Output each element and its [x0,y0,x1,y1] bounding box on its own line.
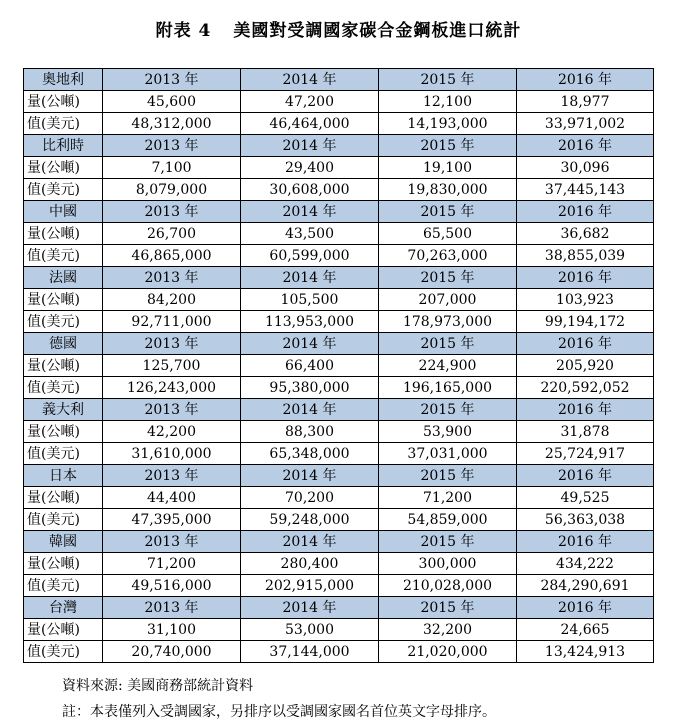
value-cell: 202,915,000 [241,575,379,597]
year-header: 2013 年 [103,597,241,619]
value-row [24,575,654,597]
value-label: 值(美元) [24,641,103,663]
year-header: 2013 年 [103,333,241,355]
quantity-cell: 30,096 [517,157,654,179]
year-header: 2014 年 [241,465,379,487]
year-header: 2016 年 [517,135,654,157]
quantity-cell: 300,000 [379,553,517,575]
value-cell: 178,973,000 [379,311,517,333]
quantity-row [24,421,654,443]
quantity-cell: 29,400 [241,157,379,179]
quantity-cell: 26,700 [103,223,241,245]
quantity-cell: 224,900 [379,355,517,377]
value-row [24,509,654,531]
country-header-row [24,399,654,421]
quantity-cell: 105,500 [241,289,379,311]
quantity-cell: 280,400 [241,553,379,575]
value-cell: 95,380,000 [241,377,379,399]
country-name: 義大利 [24,399,103,421]
value-cell: 284,290,691 [517,575,654,597]
value-label: 值(美元) [24,245,103,267]
quantity-cell: 44,400 [103,487,241,509]
quantity-cell: 205,920 [517,355,654,377]
country-name: 韓國 [24,531,103,553]
country-header-row [24,267,654,289]
quantity-cell: 12,100 [379,91,517,113]
quantity-cell: 18,977 [517,91,654,113]
year-header: 2015 年 [379,399,517,421]
quantity-row [24,355,654,377]
value-cell: 14,193,000 [379,113,517,135]
value-cell: 196,165,000 [379,377,517,399]
quantity-cell: 36,682 [517,223,654,245]
value-cell: 54,859,000 [379,509,517,531]
value-cell: 20,740,000 [103,641,241,663]
quantity-label: 量(公噸) [24,487,103,509]
value-cell: 56,363,038 [517,509,654,531]
value-cell: 47,395,000 [103,509,241,531]
year-header: 2016 年 [517,399,654,421]
value-label: 值(美元) [24,377,103,399]
year-header: 2015 年 [379,135,517,157]
year-header: 2016 年 [517,333,654,355]
quantity-row [24,289,654,311]
year-header: 2013 年 [103,267,241,289]
country-name: 中國 [24,201,103,223]
value-cell: 59,248,000 [241,509,379,531]
quantity-cell: 47,200 [241,91,379,113]
value-cell: 46,464,000 [241,113,379,135]
value-cell: 126,243,000 [103,377,241,399]
value-cell: 37,445,143 [517,179,654,201]
quantity-label: 量(公噸) [24,223,103,245]
value-cell: 33,971,002 [517,113,654,135]
year-header: 2014 年 [241,597,379,619]
country-header-row [24,135,654,157]
value-cell: 37,144,000 [241,641,379,663]
quantity-cell: 45,600 [103,91,241,113]
quantity-label: 量(公噸) [24,619,103,641]
quantity-cell: 53,000 [241,619,379,641]
value-cell: 70,263,000 [379,245,517,267]
quantity-cell: 71,200 [103,553,241,575]
value-cell: 65,348,000 [241,443,379,465]
value-cell: 60,599,000 [241,245,379,267]
quantity-cell: 88,300 [241,421,379,443]
quantity-cell: 66,400 [241,355,379,377]
country-header-row [24,333,654,355]
value-cell: 30,608,000 [241,179,379,201]
year-header: 2016 年 [517,597,654,619]
value-label: 值(美元) [24,509,103,531]
value-row [24,443,654,465]
year-header: 2013 年 [103,69,241,91]
value-cell: 210,028,000 [379,575,517,597]
value-row [24,245,654,267]
source-note: 資料來源: 美國商務部統計資料 [62,678,254,694]
value-cell: 38,855,039 [517,245,654,267]
quantity-row [24,223,654,245]
year-header: 2016 年 [517,69,654,91]
quantity-cell: 207,000 [379,289,517,311]
value-cell: 19,830,000 [379,179,517,201]
country-header-row [24,465,654,487]
value-label: 值(美元) [24,113,103,135]
value-cell: 220,592,052 [517,377,654,399]
quantity-label: 量(公噸) [24,421,103,443]
value-cell: 21,020,000 [379,641,517,663]
quantity-label: 量(公噸) [24,553,103,575]
year-header: 2015 年 [379,597,517,619]
value-row [24,311,654,333]
year-header: 2014 年 [241,333,379,355]
quantity-cell: 7,100 [103,157,241,179]
country-name: 台灣 [24,597,103,619]
year-header: 2013 年 [103,201,241,223]
country-name: 法國 [24,267,103,289]
country-name: 比利時 [24,135,103,157]
year-header: 2016 年 [517,267,654,289]
year-header: 2015 年 [379,267,517,289]
import-statistics-table [23,68,654,663]
year-header: 2013 年 [103,135,241,157]
value-label: 值(美元) [24,311,103,333]
quantity-cell: 31,100 [103,619,241,641]
value-label: 值(美元) [24,443,103,465]
quantity-row [24,91,654,113]
value-row [24,377,654,399]
value-row [24,641,654,663]
country-name: 日本 [24,465,103,487]
country-header-row [24,597,654,619]
year-header: 2016 年 [517,531,654,553]
quantity-label: 量(公噸) [24,157,103,179]
quantity-cell: 103,923 [517,289,654,311]
page-title [0,16,677,41]
quantity-cell: 84,200 [103,289,241,311]
year-header: 2014 年 [241,69,379,91]
table-number: 附表 4 [155,21,212,41]
country-header-row [24,69,654,91]
quantity-label: 量(公噸) [24,289,103,311]
quantity-cell: 43,500 [241,223,379,245]
value-cell: 8,079,000 [103,179,241,201]
country-header-row [24,531,654,553]
year-header: 2015 年 [379,465,517,487]
value-cell: 48,312,000 [103,113,241,135]
table-body [24,69,654,663]
quantity-cell: 24,665 [517,619,654,641]
value-cell: 113,953,000 [241,311,379,333]
value-cell: 13,424,913 [517,641,654,663]
value-cell: 49,516,000 [103,575,241,597]
year-header: 2014 年 [241,135,379,157]
quantity-cell: 70,200 [241,487,379,509]
value-cell: 46,865,000 [103,245,241,267]
country-name: 德國 [24,333,103,355]
country-name: 奧地利 [24,69,103,91]
year-header: 2015 年 [379,201,517,223]
value-row [24,179,654,201]
quantity-cell: 49,525 [517,487,654,509]
year-header: 2013 年 [103,465,241,487]
value-cell: 92,711,000 [103,311,241,333]
quantity-row [24,553,654,575]
value-row [24,113,654,135]
quantity-label: 量(公噸) [24,91,103,113]
year-header: 2014 年 [241,531,379,553]
year-header: 2016 年 [517,465,654,487]
value-cell: 25,724,917 [517,443,654,465]
value-label: 值(美元) [24,179,103,201]
year-header: 2013 年 [103,399,241,421]
quantity-cell: 31,878 [517,421,654,443]
table-title: 美國對受調國家碳合金鋼板進口統計 [233,21,522,41]
footnote: 註：本表僅列入受調國家，另排序以受調國家國名首位英文字母排序。 [62,704,496,720]
value-cell: 37,031,000 [379,443,517,465]
quantity-cell: 53,900 [379,421,517,443]
year-header: 2014 年 [241,267,379,289]
year-header: 2014 年 [241,399,379,421]
value-cell: 99,194,172 [517,311,654,333]
quantity-cell: 125,700 [103,355,241,377]
year-header: 2015 年 [379,531,517,553]
quantity-cell: 19,100 [379,157,517,179]
country-header-row [24,201,654,223]
quantity-cell: 65,500 [379,223,517,245]
quantity-cell: 434,222 [517,553,654,575]
quantity-cell: 32,200 [379,619,517,641]
year-header: 2015 年 [379,69,517,91]
quantity-label: 量(公噸) [24,355,103,377]
value-label: 值(美元) [24,575,103,597]
year-header: 2016 年 [517,201,654,223]
quantity-row [24,487,654,509]
value-cell: 31,610,000 [103,443,241,465]
quantity-cell: 42,200 [103,421,241,443]
quantity-row [24,157,654,179]
quantity-row [24,619,654,641]
year-header: 2015 年 [379,333,517,355]
year-header: 2014 年 [241,201,379,223]
year-header: 2013 年 [103,531,241,553]
quantity-cell: 71,200 [379,487,517,509]
